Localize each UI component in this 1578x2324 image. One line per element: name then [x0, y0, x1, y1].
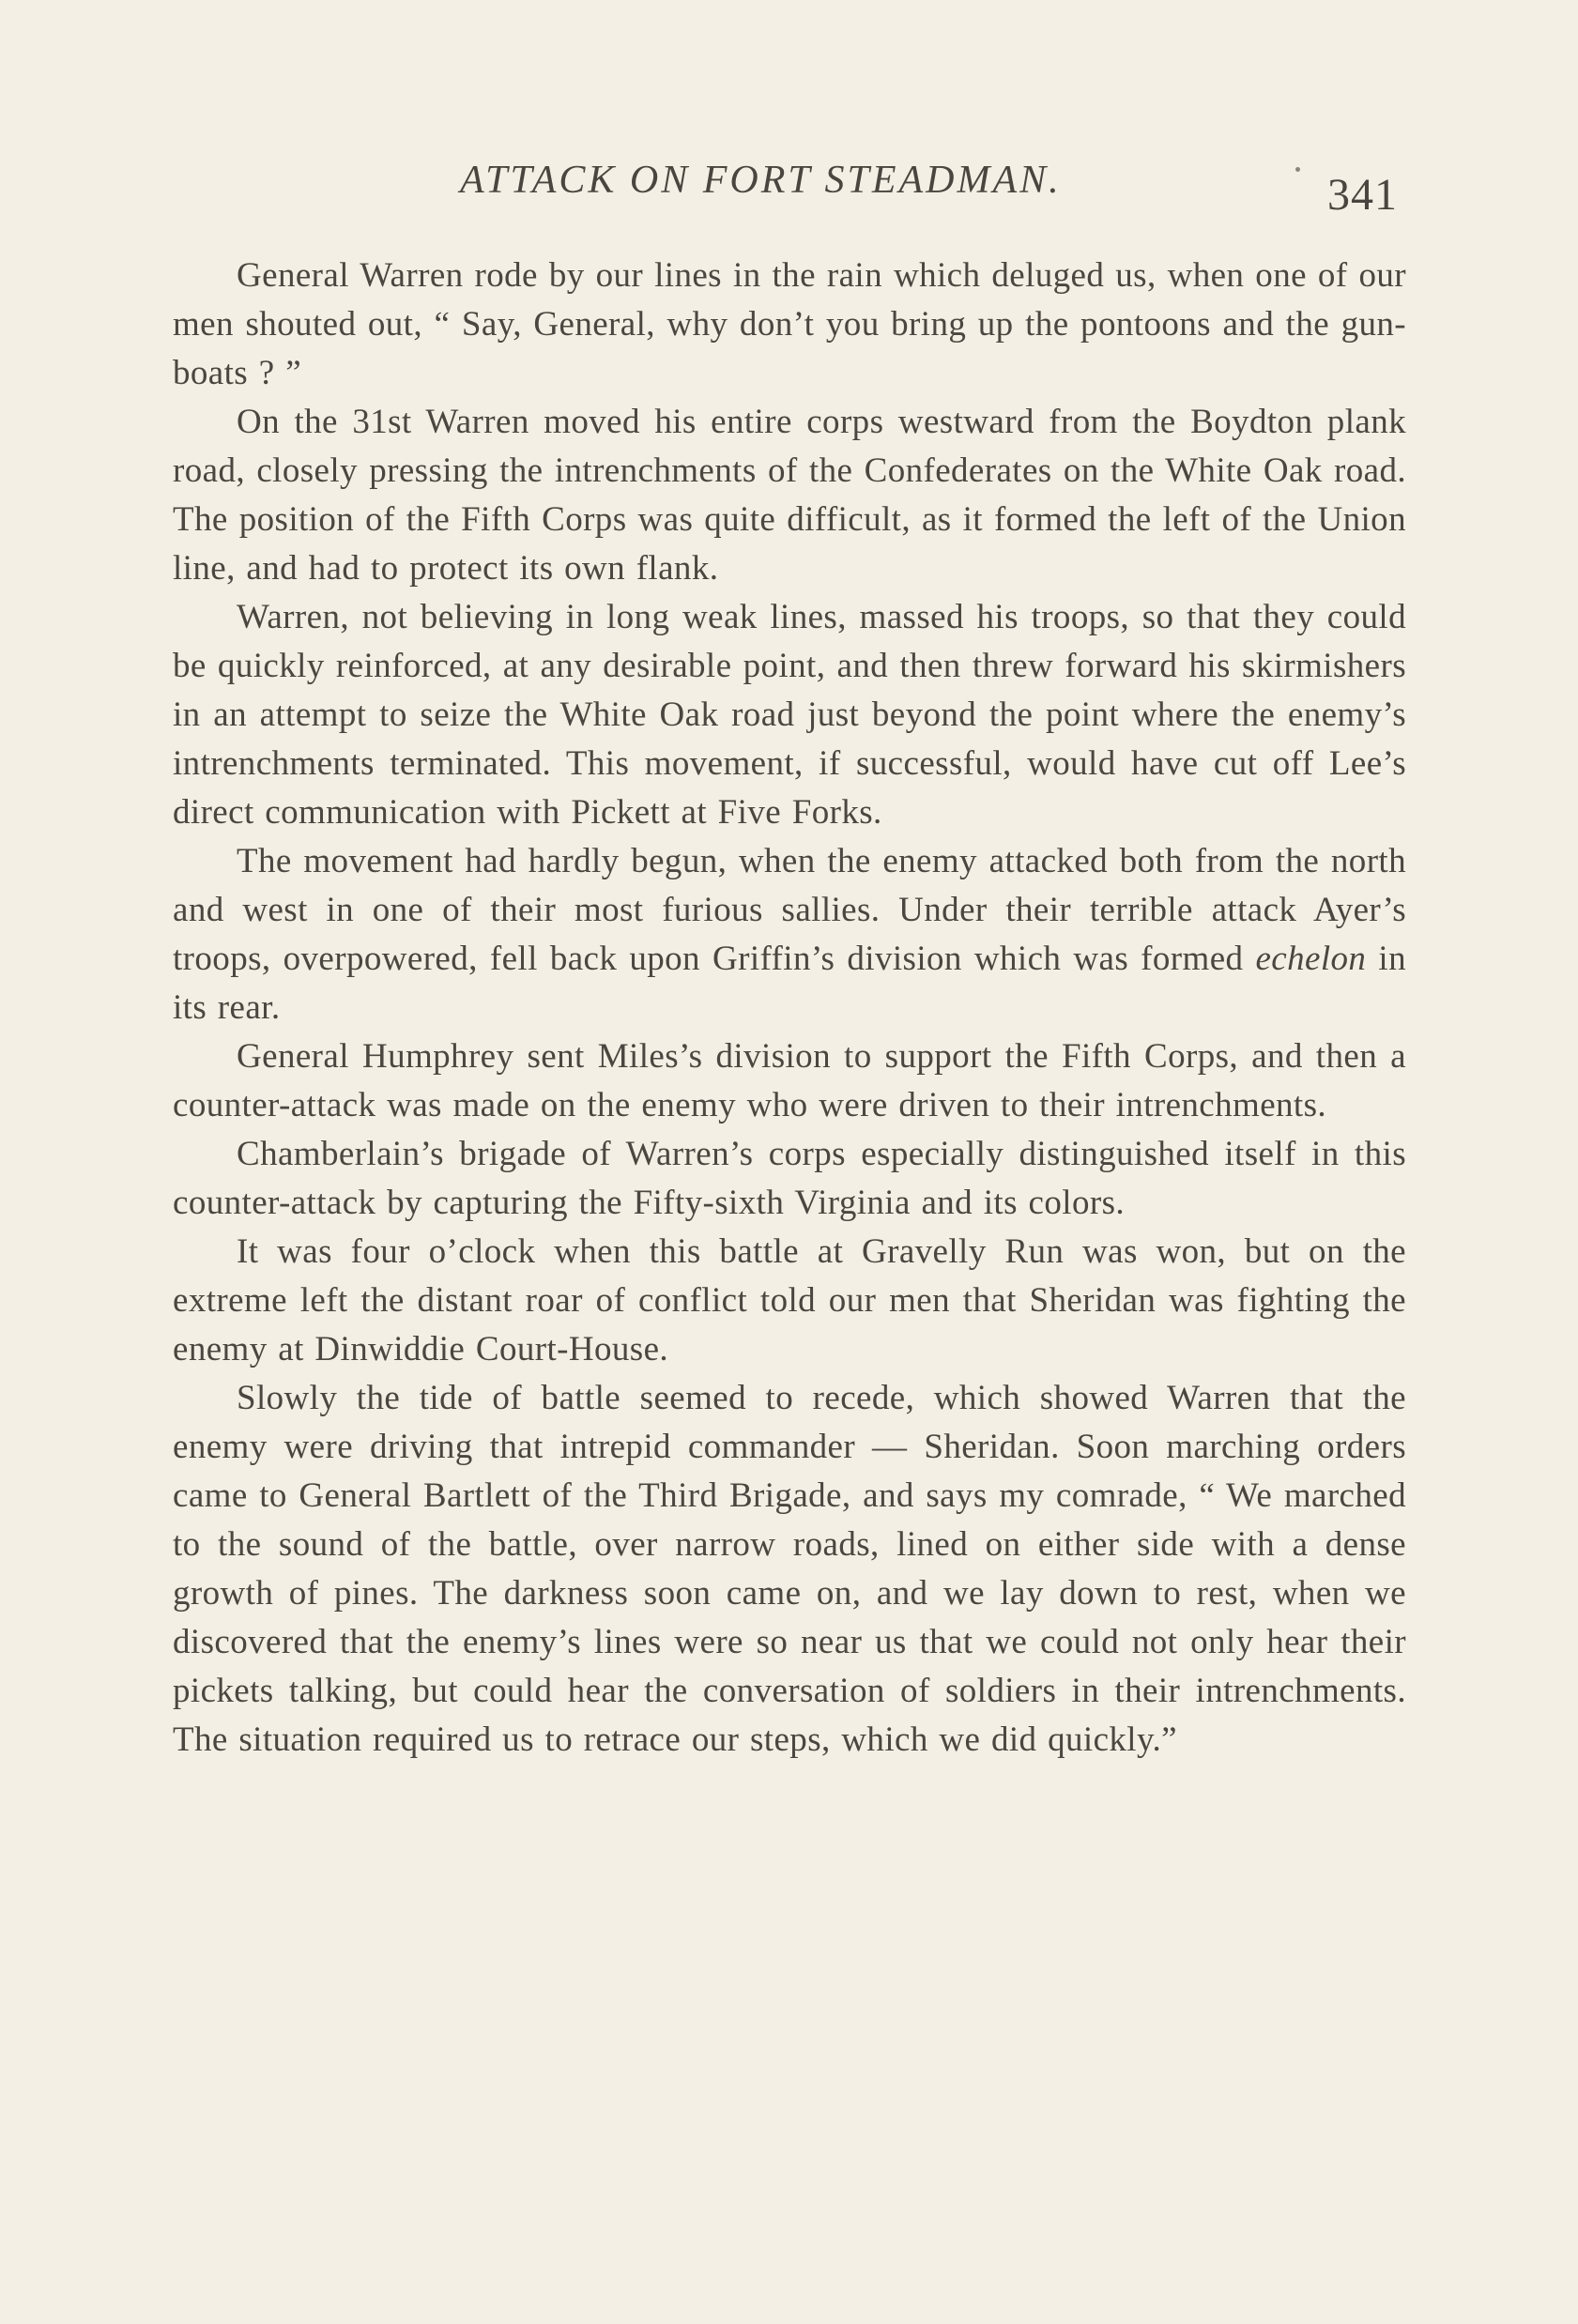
running-head: [0, 150, 1578, 220]
running-title: ATTACK ON FORT STEADMAN.: [460, 159, 1062, 202]
paragraph-warren-strategy: Warren, not believing in long weak lines, massed his troops, so that they could be quickly reinforced, at any desirable point, and then threw forward his skirmishers in an attempt to seize the White Oak road just beyond the point where the enemy’s intrenchments terminated. This movement, if successful, would have cut off Lee’s direct communication with Pickett at Five Forks.: [173, 598, 1406, 832]
paragraph-gravelly-run: It was four o’clock when this battle at Gravelly Run was won, but on the extreme left the distant roar of conflict told our men that Sheridan was fighting the enemy at Dinwiddie Court-House.: [173, 1232, 1406, 1368]
paragraph-tide-of-battle: Slowly the tide of battle seemed to recede, which showed Warren that the enemy were driving that intrepid commander — Sheridan. Soon marching orders came to General Bartlett of the Third Brigade, and says my comrade, “ We marched to the sound of the battle, over narrow roads, lined on either side with a dense growth of pines. The darkness soon came on, and we lay down to rest, when we discovered that the enemy’s lines were so near us that we could not only hear their pickets talking, but could hear the conversation of soldiers in their intrenchments. The situation required us to retrace our steps, which we did quickly.”: [173, 1379, 1406, 1759]
body-text: [173, 252, 1406, 1765]
paragraph-enemy-attack-end: in its rear.: [173, 940, 1406, 1027]
paragraph-enemy-attack-text: The movement had hardly begun, when the enemy attacked both from the north and west in one of their most furious sallies. Under their terrible attack Ayer’s troops, overpowered, fell back upon Griffin’s division which was formed: [173, 842, 1406, 978]
paragraph-humphrey-counterattack: General Humphrey sent Miles’s division to support the Fifth Corps, and then a counter-attack was made on the enemy who were driven to their intrenchments.: [173, 1037, 1406, 1124]
page-number: 341: [1327, 170, 1398, 220]
echelon-italic-term: echelon: [1255, 940, 1367, 978]
paragraph-chamberlain-brigade: Chamberlain’s brigade of Warren’s corps especially distinguished itself in this counter-attack by capturing the Fifty-sixth Virginia and its colors.: [173, 1135, 1406, 1222]
paragraph-enemy-attack: [173, 837, 1406, 1032]
header-dot: [1295, 167, 1300, 172]
paragraph-31st-march: On the 31st Warren moved his entire corps westward from the Boydton plank road, closely pressing the intrenchments of the Confederates on the White Oak road. The position of the Fifth Corps was quite difficult, as it formed the left of the Union line, and had to protect its own flank.: [173, 403, 1406, 588]
paragraph-warren-rain: General Warren rode by our lines in the rain which deluged us, when one of our men shouted out, “ Say, General, why don’t you bring up the pontoons and the gun-boats ? ”: [173, 256, 1406, 392]
